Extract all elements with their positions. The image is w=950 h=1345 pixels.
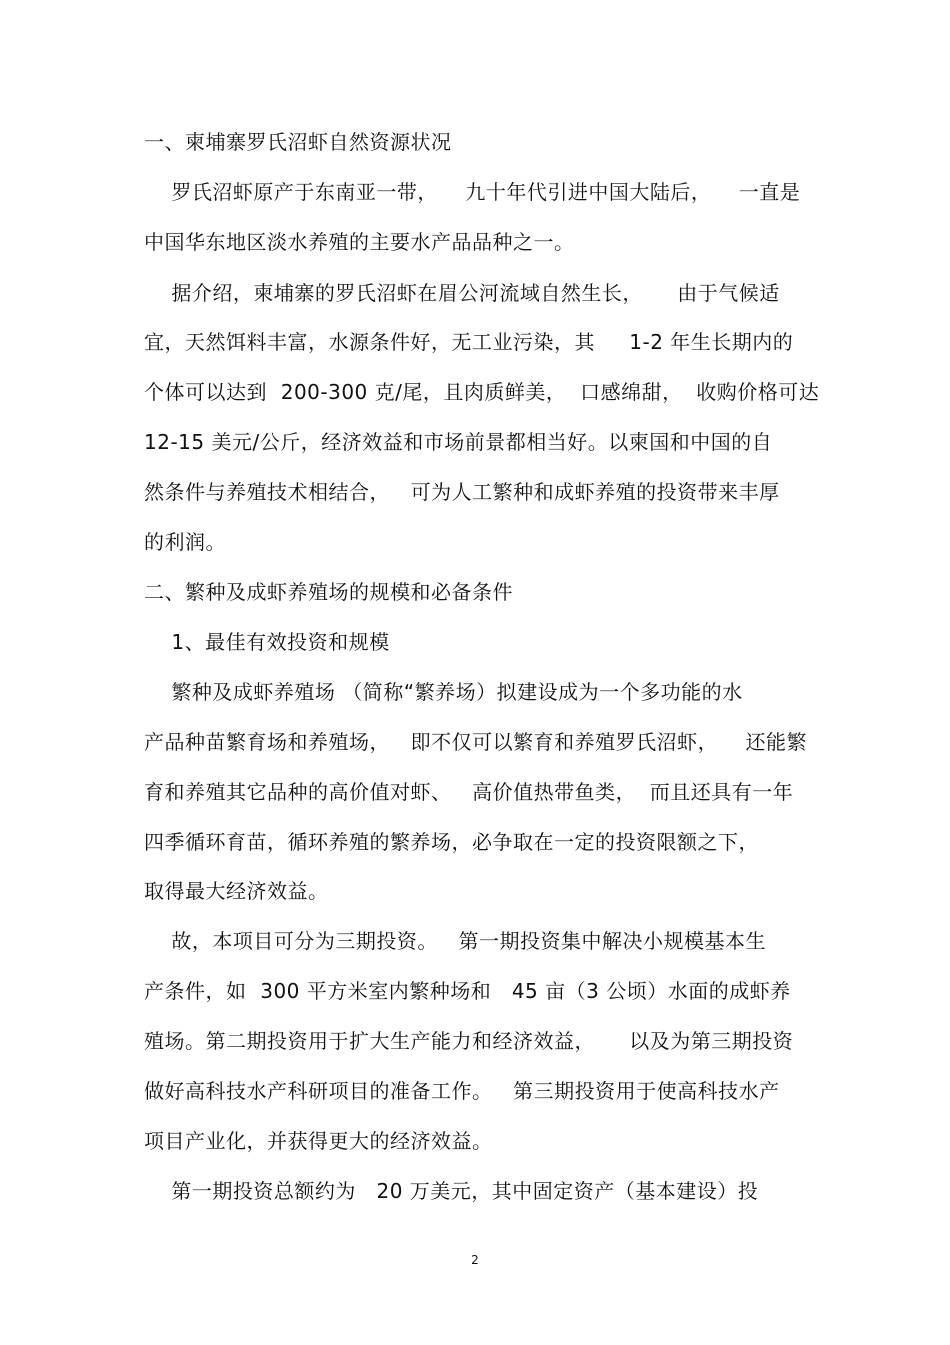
paragraph-line: 据介绍，柬埔寨的罗氏沼虾在眉公河流域自然生长， 由于气候适 [144,281,780,305]
paragraph-line: 第一期投资总额约为 20 万美元，其中固定资产（基本建设）投 [144,1179,759,1203]
paragraph-line: 育和养殖其它品种的高价值对虾、 高价值热带鱼类， 而且还具有一年 [144,780,794,804]
paragraph-line: 故，本项目可分为三期投资。 第一期投资集中解决小规模基本生 [144,929,767,953]
paragraph-line: 然条件与养殖技术相结合， 可为人工繁种和成虾养殖的投资带来丰厚 [144,480,780,504]
paragraph-line: 产条件，如 300 平方米室内繁种场和 45 亩（3 公顷）水面的成虾养 [144,979,791,1003]
paragraph-line: 12-15 美元/公斤，经济效益和市场前景都相当好。以柬国和中国的自 [144,430,773,454]
paragraph-line: 殖场。第二期投资用于扩大生产能力和经济效益， 以及为第三期投资 [144,1029,794,1053]
paragraph-line: 做好高科技水产科研项目的准备工作。 第三期投资用于使高科技水产 [144,1079,780,1103]
paragraph-line: 取得最大经济效益。 [144,879,329,903]
paragraph-line: 繁种及成虾养殖场 （简称“繁养场）拟建设成为一个多功能的水 [144,680,743,704]
paragraph-line: 个体可以达到 200-300 克/尾，且肉质鲜美， 口感绵甜， 收购价格可达 [144,380,820,404]
paragraph-line: 四季循环育苗，循环养殖的繁养场，必争取在一定的投资限额之下， [144,830,759,854]
paragraph-line: 罗氏沼虾原产于东南亚一带， 九十年代引进中国大陆后， 一直是 [144,180,801,204]
paragraph-line: 中国华东地区淡水养殖的主要水产品品种之一。 [144,230,575,254]
section-heading-1: 一、柬埔寨罗氏沼虾自然资源状况 [144,130,452,154]
paragraph-line: 项目产业化，并获得更大的经济效益。 [144,1129,493,1153]
paragraph-line: 产品种苗繁育场和养殖场， 即不仅可以繁育和养殖罗氏沼虾， 还能繁 [144,730,808,754]
paragraph-line: 宜，天然饵料丰富，水源条件好，无工业污染，其 1-2 年生长期内的 [144,330,794,354]
page-number: 2 [471,1253,479,1267]
paragraph-line: 的利润。 [144,530,226,554]
subsection-heading: 1、最佳有效投资和规模 [144,630,390,654]
section-heading-2: 二、繁种及成虾养殖场的规模和必备条件 [144,580,513,604]
